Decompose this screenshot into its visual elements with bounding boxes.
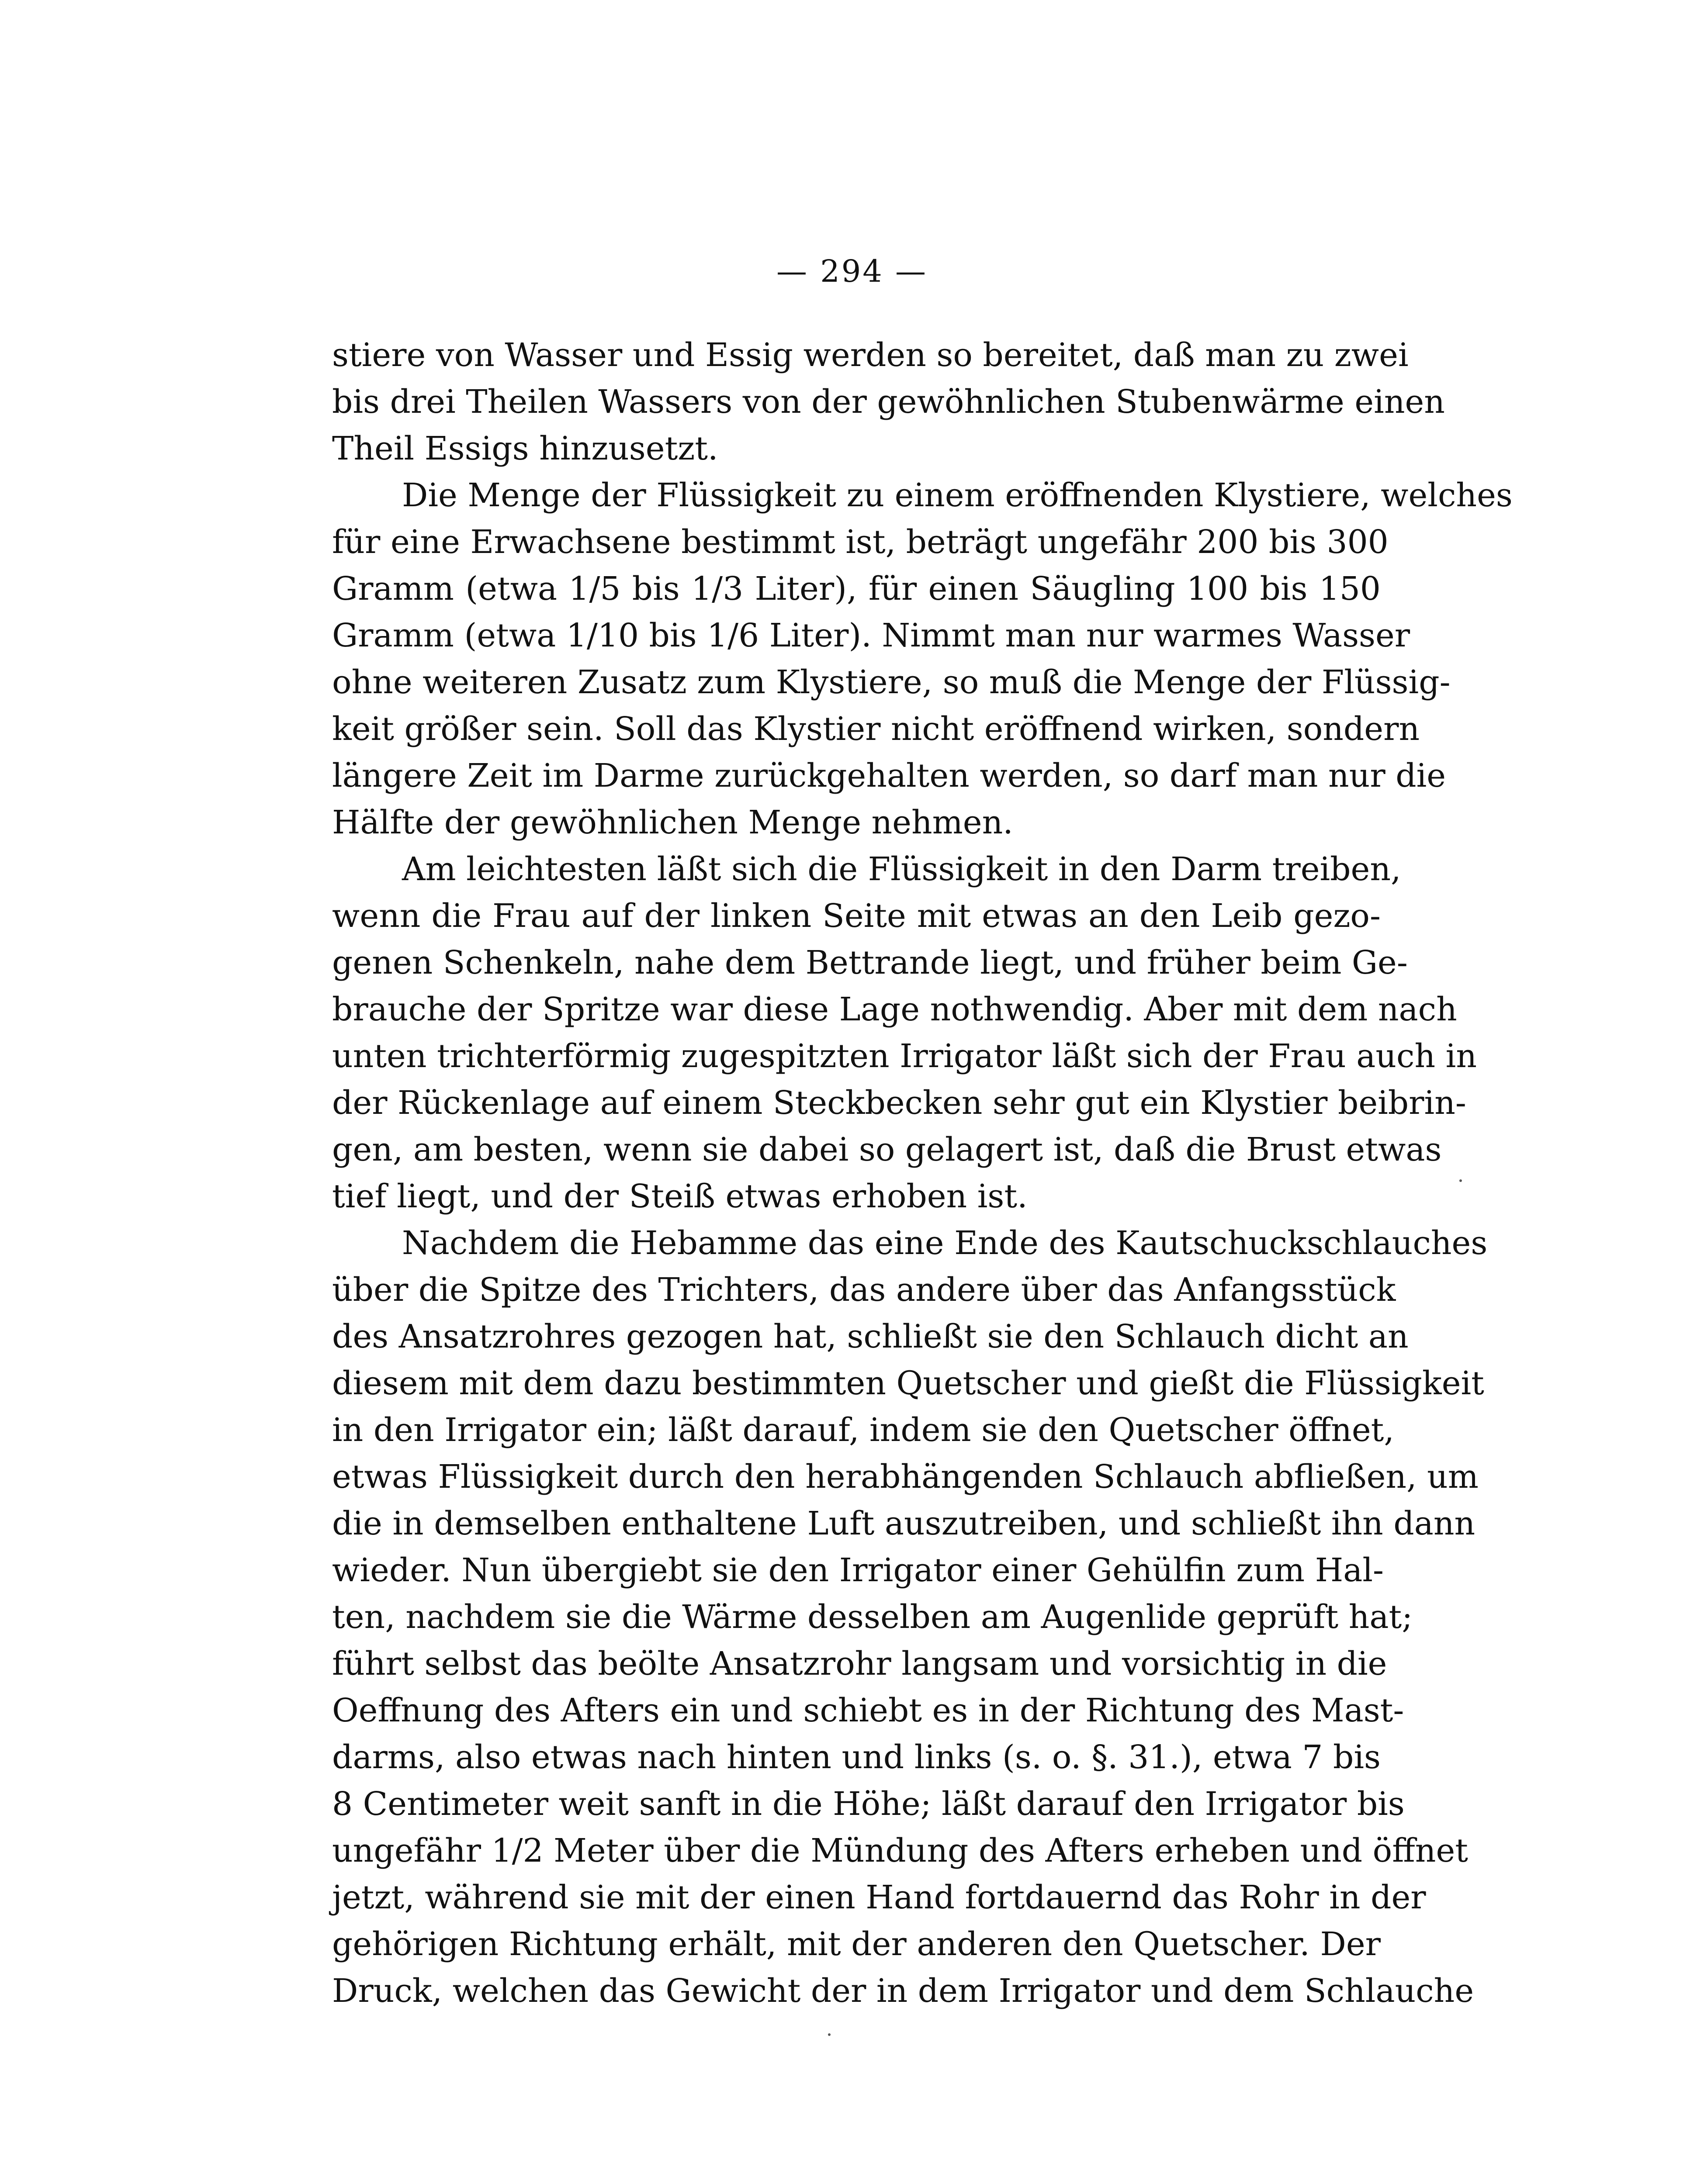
text-line: Gramm (etwa 1/5 bis 1/3 Liter), für einen Säugling 100 bis 150 bbox=[332, 570, 1381, 608]
text-line: Am leichtesten läßt sich die Flüssigkeit in den Darm treiben, bbox=[402, 850, 1401, 888]
text-line: führt selbst das beölte Ansatzrohr langsam und vorsichtig in die bbox=[332, 1645, 1387, 1683]
page-number: — 294 — bbox=[776, 253, 928, 289]
print-speck bbox=[828, 2033, 831, 2036]
text-line: gen, am besten, wenn sie dabei so gelagert ist, daß die Brust etwas bbox=[332, 1131, 1442, 1168]
text-line: unten trichterförmig zugespitzten Irrigator läßt sich der Frau auch in bbox=[332, 1037, 1477, 1075]
text-line: stiere von Wasser und Essig werden so bereitet, daß man zu zwei bbox=[332, 336, 1409, 374]
text-line: diesem mit dem dazu bestimmten Quetscher und gießt die Flüssigkeit bbox=[332, 1365, 1484, 1402]
text-line: brauche der Spritze war diese Lage nothwendig. Aber mit dem nach bbox=[332, 991, 1457, 1028]
text-line: der Rückenlage auf einem Steckbecken sehr gut ein Klystier beibrin- bbox=[332, 1084, 1466, 1122]
text-line: die in demselben enthaltene Luft auszutreiben, und schließt ihn dann bbox=[332, 1505, 1475, 1542]
text-line: wenn die Frau auf der linken Seite mit etwas an den Leib gezo- bbox=[332, 897, 1381, 935]
text-line: Gramm (etwa 1/10 bis 1/6 Liter). Nimmt man nur warmes Wasser bbox=[332, 617, 1410, 654]
text-line: ten, nachdem sie die Wärme desselben am Augenlide geprüft hat; bbox=[332, 1598, 1413, 1636]
body-text bbox=[332, 332, 1513, 2015]
text-line: bis drei Theilen Wassers von der gewöhnlichen Stubenwärme einen bbox=[332, 383, 1445, 421]
text-line: etwas Flüssigkeit durch den herabhängenden Schlauch abfließen, um bbox=[332, 1458, 1479, 1496]
paragraph-2 bbox=[332, 472, 1513, 846]
text-line: tief liegt, und der Steiß etwas erhoben ist. bbox=[332, 1178, 1028, 1215]
text-line: keit größer sein. Soll das Klystier nicht eröffnend wirken, sondern bbox=[332, 710, 1420, 748]
text-line: 8 Centimeter weit sanft in die Höhe; läßt darauf den Irrigator bis bbox=[332, 1785, 1405, 1823]
text-line: ohne weiteren Zusatz zum Klystiere, so muß die Menge der Flüssig- bbox=[332, 663, 1451, 701]
text-line: genen Schenkeln, nahe dem Bettrande liegt, und früher beim Ge- bbox=[332, 944, 1408, 981]
text-line: darms, also etwas nach hinten und links (s. o. §. 31.), etwa 7 bis bbox=[332, 1738, 1381, 1776]
text-line: des Ansatzrohres gezogen hat, schließt sie den Schlauch dicht an bbox=[332, 1318, 1409, 1355]
paragraph-4 bbox=[332, 1220, 1488, 2015]
paragraph-1 bbox=[332, 332, 1445, 472]
text-line: Oeffnung des Afters ein und schiebt es in der Richtung des Mast- bbox=[332, 1692, 1404, 1729]
print-speck bbox=[1459, 1179, 1462, 1182]
text-line: jetzt, während sie mit der einen Hand fortdauernd das Rohr in der bbox=[332, 1879, 1426, 1916]
text-line: für eine Erwachsene bestimmt ist, beträgt ungefähr 200 bis 300 bbox=[332, 523, 1389, 561]
paragraph-3 bbox=[332, 846, 1477, 1220]
text-line: über die Spitze des Trichters, das andere über das Anfangsstück bbox=[332, 1271, 1396, 1309]
text-line: Nachdem die Hebamme das eine Ende des Kautschuckschlauches bbox=[402, 1224, 1488, 1262]
text-line: längere Zeit im Darme zurückgehalten werden, so darf man nur die bbox=[332, 757, 1446, 795]
text-line: in den Irrigator ein; läßt darauf, indem sie den Quetscher öffnet, bbox=[332, 1411, 1394, 1449]
text-line: wieder. Nun übergiebt sie den Irrigator einer Gehülfin zum Hal- bbox=[332, 1552, 1384, 1589]
text-line: gehörigen Richtung erhält, mit der anderen den Quetscher. Der bbox=[332, 1925, 1381, 1963]
text-line: ungefähr 1/2 Meter über die Mündung des Afters erheben und öffnet bbox=[332, 1832, 1468, 1870]
text-line: Theil Essigs hinzusetzt. bbox=[332, 430, 718, 467]
text-line: Hälfte der gewöhnlichen Menge nehmen. bbox=[332, 804, 1013, 841]
text-line: Die Menge der Flüssigkeit zu einem eröffnenden Klystiere, welches bbox=[402, 477, 1513, 514]
text-line: Druck, welchen das Gewicht der in dem Irrigator und dem Schlauche bbox=[332, 1972, 1474, 2010]
